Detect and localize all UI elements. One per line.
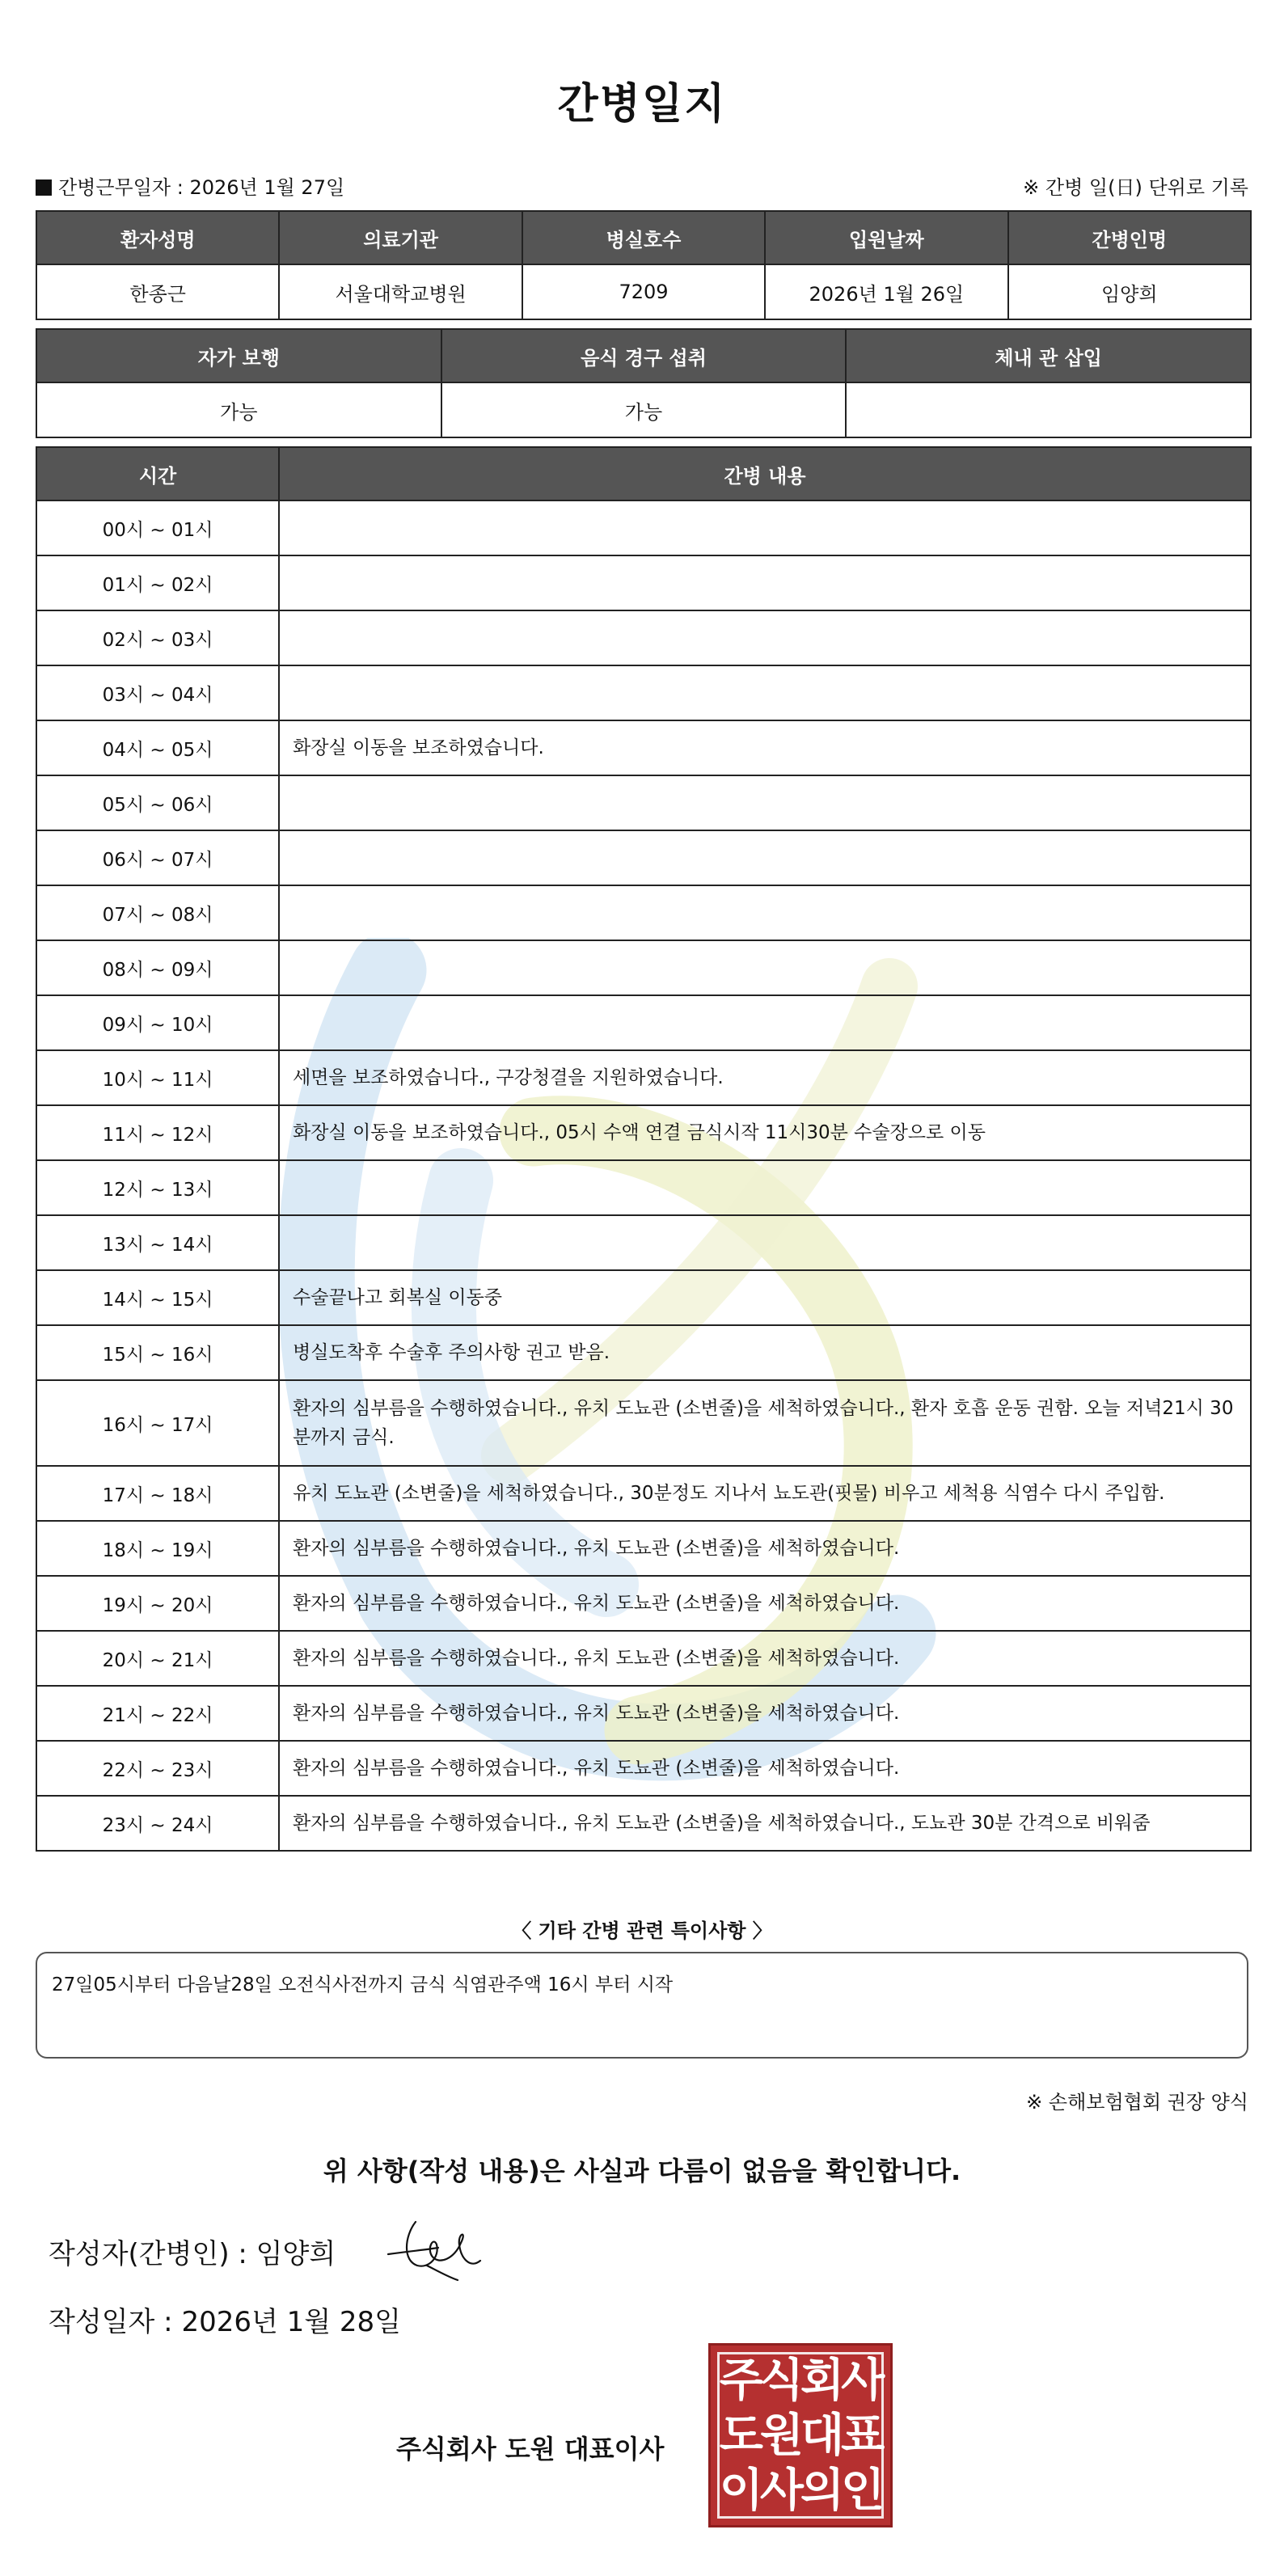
log-content	[279, 830, 1251, 885]
log-row	[36, 995, 1251, 1050]
log-content: 환자의 심부름을 수행하였습니다., 유치 도뇨관 (소변줄)을 세척하였습니다.	[279, 1686, 1251, 1741]
log-row	[36, 665, 1251, 720]
log-row	[36, 1576, 1251, 1631]
log-row	[36, 1631, 1251, 1686]
writer-line: 작성자(간병인) : 임양희	[49, 2238, 336, 2270]
log-row	[36, 940, 1251, 995]
log-row	[36, 1160, 1251, 1215]
header-oral-intake: 음식 경구 섭취	[441, 329, 847, 382]
care-log-rows	[36, 500, 1251, 1851]
patient-info-table	[36, 210, 1252, 320]
log-time: 21시 ~ 22시	[36, 1686, 279, 1741]
log-row	[36, 1380, 1251, 1466]
log-time: 12시 ~ 13시	[36, 1160, 279, 1215]
log-time: 17시 ~ 18시	[36, 1466, 279, 1521]
log-content: 환자의 심부름을 수행하였습니다., 유치 도뇨관 (소변줄)을 세척하였습니다., 도뇨관 30분 간격으로 비워줌	[279, 1796, 1251, 1851]
patient-name: 한종근	[36, 264, 279, 319]
log-time: 19시 ~ 20시	[36, 1576, 279, 1631]
log-row	[36, 720, 1251, 775]
log-content: 환자의 심부름을 수행하였습니다., 유치 도뇨관 (소변줄)을 세척하였습니다.	[279, 1521, 1251, 1576]
square-bullet-icon	[36, 179, 52, 196]
log-time: 05시 ~ 06시	[36, 775, 279, 830]
log-time: 20시 ~ 21시	[36, 1631, 279, 1686]
log-content: 환자의 심부름을 수행하였습니다., 유치 도뇨관 (소변줄)을 세척하였습니다.	[279, 1741, 1251, 1796]
log-time: 01시 ~ 02시	[36, 555, 279, 610]
log-content: 수술끝나고 회복실 이동중	[279, 1270, 1251, 1325]
log-time: 02시 ~ 03시	[36, 610, 279, 665]
written-date: 작성일자 : 2026년 1월 28일	[49, 2306, 402, 2338]
page-title: 간병일지	[557, 80, 727, 129]
notes-box	[36, 1952, 1248, 2059]
patient-status-table	[36, 328, 1252, 438]
log-content	[279, 885, 1251, 940]
log-row	[36, 1215, 1251, 1270]
care-log-table	[36, 446, 1252, 1852]
header-care-content: 간병 내용	[279, 447, 1251, 500]
hospital-name: 서울대학교병원	[279, 264, 522, 319]
log-content: 병실도착후 수술후 주의사항 권고 받음.	[279, 1325, 1251, 1380]
header-tube: 체내 관 삽입	[846, 329, 1251, 382]
log-row	[36, 1466, 1251, 1521]
log-row	[36, 1105, 1251, 1160]
log-time: 04시 ~ 05시	[36, 720, 279, 775]
log-content	[279, 1160, 1251, 1215]
log-time: 16시 ~ 17시	[36, 1380, 279, 1466]
walking-status: 가능	[36, 382, 441, 437]
log-time: 22시 ~ 23시	[36, 1741, 279, 1796]
header-admission-date: 입원날짜	[765, 211, 1007, 264]
log-time: 11시 ~ 12시	[36, 1105, 279, 1160]
header-caregiver: 간병인명	[1008, 211, 1251, 264]
log-time: 08시 ~ 09시	[36, 940, 279, 995]
log-content: 환자의 심부름을 수행하였습니다., 유치 도뇨관 (소변줄)을 세척하였습니다., 환자 호흡 운동 권함. 오늘 저녁21시 30분까지 금식.	[279, 1380, 1251, 1466]
log-time: 03시 ~ 04시	[36, 665, 279, 720]
log-time: 13시 ~ 14시	[36, 1215, 279, 1270]
form-note: ※ 손해보험협회 권장 양식	[1026, 2091, 1248, 2114]
log-row	[36, 885, 1251, 940]
header-walking: 자가 보행	[36, 329, 441, 382]
log-content	[279, 940, 1251, 995]
log-content: 화장실 이동을 보조하였습니다., 05시 수액 연결 금식시작 11시30분 수술장으로 이동	[279, 1105, 1251, 1160]
header-time: 시간	[36, 447, 279, 500]
log-content	[279, 1215, 1251, 1270]
tube-status	[846, 382, 1251, 437]
log-content: 유치 도뇨관 (소변줄)을 세척하였습니다., 30분정도 지나서 뇨도관(핏물) 비우고 세척용 식염수 다시 주입함.	[279, 1466, 1251, 1521]
log-time: 14시 ~ 15시	[36, 1270, 279, 1325]
log-time: 18시 ~ 19시	[36, 1521, 279, 1576]
log-row	[36, 1270, 1251, 1325]
seal-line: 이사의인	[719, 2464, 882, 2517]
log-content: 화장실 이동을 보조하였습니다.	[279, 720, 1251, 775]
log-content	[279, 665, 1251, 720]
seal-line: 주식회사	[719, 2354, 882, 2407]
log-time: 07시 ~ 08시	[36, 885, 279, 940]
company-seal	[708, 2343, 893, 2527]
log-content: 환자의 심부름을 수행하였습니다., 유치 도뇨관 (소변줄)을 세척하였습니다.	[279, 1576, 1251, 1631]
log-content: 환자의 심부름을 수행하였습니다., 유치 도뇨관 (소변줄)을 세척하였습니다.	[279, 1631, 1251, 1686]
log-row	[36, 500, 1251, 555]
confirmation-statement: 위 사항(작성 내용)은 사실과 다름이 없음을 확인합니다.	[323, 2156, 961, 2186]
work-date	[36, 171, 344, 200]
work-date-label: 간병근무일자 : 2026년 1월 27일	[58, 176, 345, 199]
notes-text: 27일05시부터 다음날28일 오전식사전까지 금식 식염관주액 16시 부터 시작	[52, 1974, 674, 1995]
admission-date: 2026년 1월 26일	[765, 264, 1007, 319]
log-row	[36, 1050, 1251, 1105]
log-time: 00시 ~ 01시	[36, 500, 279, 555]
log-row	[36, 1325, 1251, 1380]
log-time: 23시 ~ 24시	[36, 1796, 279, 1851]
log-row	[36, 610, 1251, 665]
log-content	[279, 610, 1251, 665]
record-unit-note: ※ 간병 일(日) 단위로 기록	[1023, 176, 1248, 199]
log-row	[36, 1796, 1251, 1851]
log-content	[279, 555, 1251, 610]
signature	[380, 2212, 485, 2285]
log-content: 세면을 보조하였습니다., 구강청결을 지원하였습니다.	[279, 1050, 1251, 1105]
log-time: 09시 ~ 10시	[36, 995, 279, 1050]
notes-title: 〈 기타 간병 관련 특이사항 〉	[512, 1919, 772, 1942]
caregiver-name: 임양희	[1008, 264, 1251, 319]
log-row	[36, 555, 1251, 610]
log-time: 06시 ~ 07시	[36, 830, 279, 885]
log-time: 10시 ~ 11시	[36, 1050, 279, 1105]
seal-line: 도원대표	[719, 2409, 882, 2462]
header-room: 병실호수	[522, 211, 765, 264]
log-content	[279, 775, 1251, 830]
log-content	[279, 995, 1251, 1050]
room-number: 7209	[522, 264, 765, 319]
log-row	[36, 1741, 1251, 1796]
log-row	[36, 1521, 1251, 1576]
oral-intake-status: 가능	[441, 382, 847, 437]
company-name: 주식회사 도원 대표이사	[396, 2434, 665, 2464]
log-content	[279, 500, 1251, 555]
log-row	[36, 775, 1251, 830]
log-row	[36, 1686, 1251, 1741]
header-hospital: 의료기관	[279, 211, 522, 264]
log-time: 15시 ~ 16시	[36, 1325, 279, 1380]
header-patient-name: 환자성명	[36, 211, 279, 264]
log-row	[36, 830, 1251, 885]
